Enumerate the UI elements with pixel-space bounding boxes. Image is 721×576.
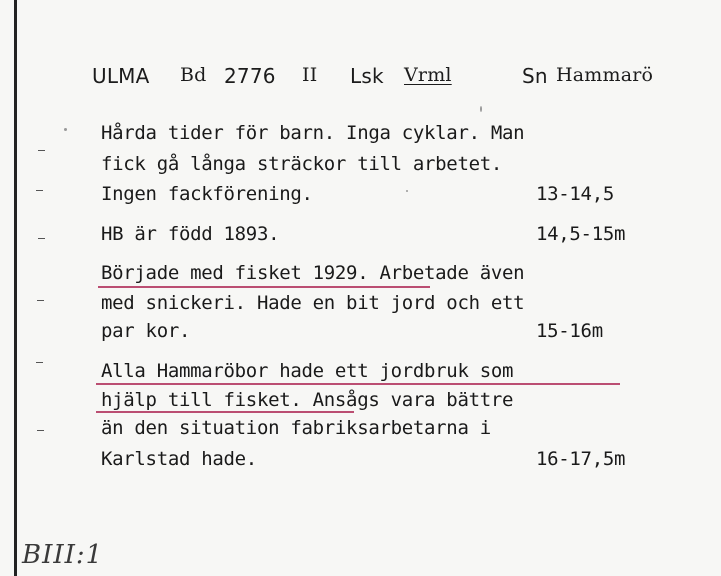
entry-line: HB är född 1893. (101, 223, 280, 245)
card-left-border (14, 0, 17, 576)
highlight-underline (98, 286, 430, 288)
highlight-underline (96, 411, 354, 413)
province-label: Lsk (350, 64, 384, 88)
highlight-underline (96, 383, 620, 385)
margin-tick (38, 150, 45, 151)
time-range: 15-16m (536, 320, 603, 342)
entry-line: Alla Hammaröbor hade ett jordbruk som (101, 360, 514, 382)
entry-line: par kor. (101, 320, 191, 342)
entry-line: fick gå långa sträckor till arbetet. (101, 153, 503, 175)
entry-line: än den situation fabriksarbetarna i (101, 417, 491, 439)
entry-line: Karlstad hade. (101, 448, 257, 470)
margin-tick (37, 430, 44, 431)
volume-number: II (302, 64, 318, 86)
time-range: 14,5-15m (536, 223, 626, 245)
province-value: Vrml (404, 64, 452, 86)
time-range: 13-14,5 (536, 183, 614, 205)
entry-line: med snickeri. Hade en bit jord och ett (101, 292, 525, 314)
parish-value: Hammarö (556, 64, 654, 86)
record-number: 2776 (224, 64, 276, 88)
entry-line: Ingen fackförening. (101, 183, 313, 205)
margin-tick (36, 190, 43, 191)
paper-speck (406, 190, 408, 192)
time-range: 16-17,5m (536, 448, 626, 470)
margin-tick (36, 362, 43, 363)
parish-label: Sn (522, 64, 548, 88)
entry-line: Hårda tider för barn. Inga cyklar. Man (101, 122, 525, 144)
entry-line: Började med fisket 1929. Arbetade även (101, 262, 525, 284)
archive-name: ULMA (92, 64, 150, 88)
paper-speck (64, 128, 67, 131)
handwritten-note: BIII:1 (22, 540, 104, 570)
margin-tick (37, 300, 44, 301)
margin-tick (38, 238, 45, 239)
paper-speck (480, 106, 482, 112)
entry-line: hjälp till fisket. Ansågs vara bättre (101, 389, 514, 411)
card-header (92, 64, 672, 96)
bd-label: Bd (180, 64, 207, 86)
